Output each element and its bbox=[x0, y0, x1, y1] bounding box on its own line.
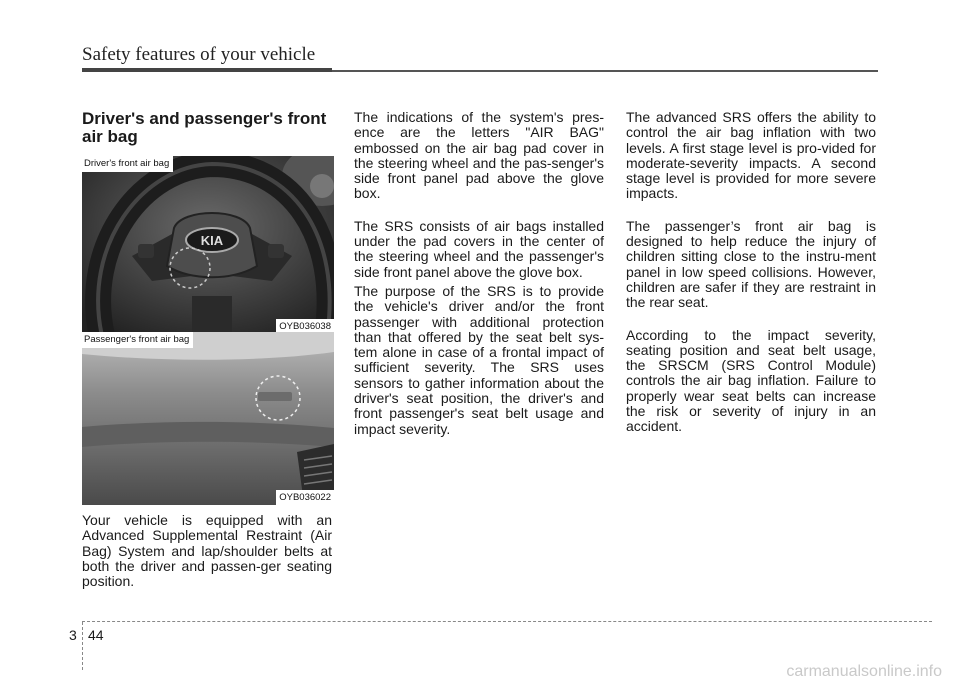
footer-rule bbox=[82, 621, 932, 622]
column-2 bbox=[354, 110, 604, 454]
column-1-paragraph: Your vehicle is equipped with an Advanced Supplemental Restraint (Air Bag) System and lap/shoulder belts at both the driver and passen-ger seating position. bbox=[82, 512, 332, 590]
page-number: 44 bbox=[88, 627, 104, 643]
figure-caption: Driver's front air bag bbox=[82, 156, 173, 172]
section-number: 3 bbox=[69, 627, 77, 643]
steering-wheel-illustration bbox=[82, 156, 334, 334]
column-3 bbox=[626, 110, 876, 452]
page-header-title: Safety features of your vehicle bbox=[82, 44, 316, 65]
figure-caption: Passenger's front air bag bbox=[82, 332, 193, 348]
paragraph: The SRS consists of air bags installed under the pad covers in the center of the steering wheel and the passenger's side front panel above the glove box. bbox=[354, 217, 604, 280]
driver-airbag-figure bbox=[82, 156, 334, 334]
section-heading: Driver's and passenger's front air bag bbox=[82, 109, 327, 146]
passenger-airbag-figure bbox=[82, 332, 334, 505]
paragraph: The indications of the system's pres-ence are the letters "AIR BAG" embossed on the air bag pad cover in the steering wheel and the pas-senger's side front panel pad above the glove box. bbox=[354, 109, 604, 202]
dashboard-illustration bbox=[82, 332, 334, 505]
watermark: carmanualsonline.info bbox=[786, 663, 942, 680]
paragraph: The purpose of the SRS is to provide the vehicle's driver and/or the front passenger with additional protection than that offered by the seat belt sys-tem alone in case of a frontal impact of sufficient severity. The SRS uses sensors to gather information about the driver's seat position, the driver's and front passenger's seat belt usage and impact severity. bbox=[354, 282, 604, 437]
header-rule-thick bbox=[82, 68, 332, 72]
footer-divider bbox=[82, 622, 83, 670]
paragraph: According to the impact severity, seating position and seat belt usage, the SRSCM (SRS Control Module) controls the air bag inflation. Failure to properly wear seat belts can increase the risk or severity of injury in an accident. bbox=[626, 326, 876, 435]
figure-code: OYB036038 bbox=[276, 319, 334, 334]
header-rule-thin bbox=[332, 70, 878, 72]
figure-code: OYB036022 bbox=[276, 490, 334, 505]
paragraph: The passenger’s front air bag is designed to help reduce the injury of children sitting close to the instru-ment panel in low speed collisions. However, children are safer if they are restraint in the rear seat. bbox=[626, 217, 876, 311]
paragraph: The advanced SRS offers the ability to control the air bag inflation with two levels. A first stage level is pro-vided for moderate-severity impacts. A second stage level is provided for more severe impacts. bbox=[626, 109, 876, 202]
kia-logo: KIA bbox=[200, 233, 224, 248]
